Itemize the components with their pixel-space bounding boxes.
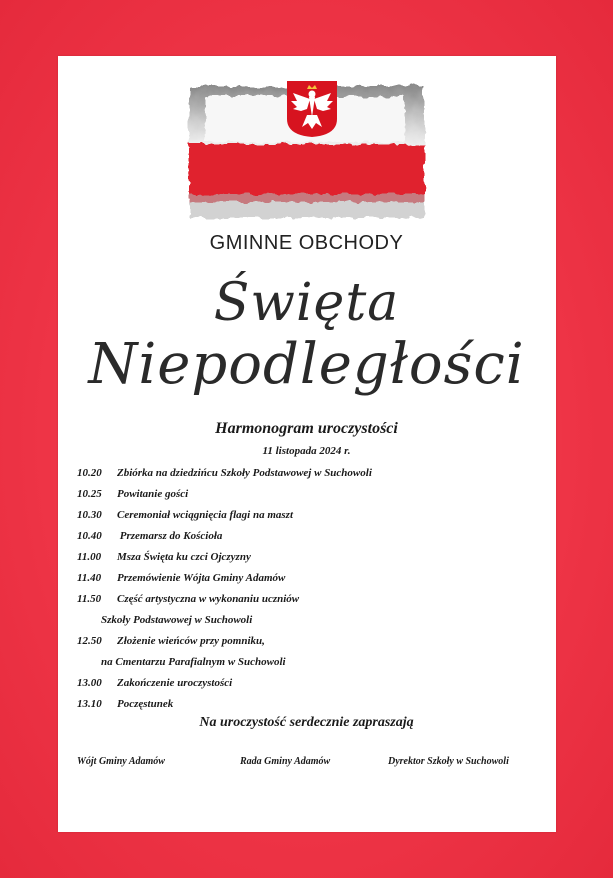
signature-director: Dyrektor Szkoły w Suchowoli bbox=[388, 756, 509, 767]
schedule-list bbox=[77, 463, 547, 715]
item-time: 12.50 bbox=[77, 635, 102, 647]
script-title-line2: Niepodległości bbox=[88, 332, 525, 397]
item-time: 10.40 bbox=[77, 530, 102, 542]
schedule-item bbox=[77, 694, 547, 715]
item-text: Powitanie gości bbox=[117, 488, 189, 500]
item-text: Zbiórka na dziedzińcu Szkoły Podstawowej w Suchowoli bbox=[117, 467, 372, 479]
item-time: 11.50 bbox=[77, 593, 102, 605]
schedule-date: 11 listopada 2024 r. bbox=[262, 445, 351, 457]
item-time: 11.40 bbox=[77, 572, 102, 584]
schedule-item bbox=[77, 463, 547, 484]
schedule-item bbox=[77, 547, 547, 568]
schedule-item-continuation bbox=[77, 652, 547, 673]
schedule-title: Harmonogram uroczystości bbox=[215, 420, 398, 437]
script-title-line1: Święta bbox=[213, 273, 400, 333]
signature-council: Rada Gminy Adamów bbox=[240, 756, 331, 767]
item-text: Poczęstunek bbox=[117, 698, 174, 710]
item-text: na Cmentarzu Parafialnym w Suchowoli bbox=[101, 656, 286, 668]
schedule-item bbox=[77, 526, 547, 547]
item-time: 11.00 bbox=[77, 551, 102, 563]
item-time: 10.30 bbox=[77, 509, 102, 521]
schedule-item bbox=[77, 505, 547, 526]
schedule-item bbox=[77, 484, 547, 505]
invitation-text: Na uroczystość serdecznie zapraszają bbox=[199, 715, 414, 730]
schedule-item bbox=[77, 631, 547, 652]
item-text: Przemarsz do Kościoła bbox=[117, 530, 223, 542]
item-text: Msza Święta ku czci Ojczyzny bbox=[117, 551, 251, 563]
item-time: 10.25 bbox=[77, 488, 102, 500]
item-text: Ceremoniał wciągnięcia flagi na maszt bbox=[117, 509, 294, 521]
item-text: Szkoły Podstawowej w Suchowoli bbox=[101, 614, 253, 626]
item-time: 13.00 bbox=[77, 677, 102, 689]
item-time: 10.20 bbox=[77, 467, 102, 479]
white-eagle-icon bbox=[285, 79, 339, 139]
signature-mayor: Wójt Gminy Adamów bbox=[77, 756, 165, 767]
schedule-item bbox=[77, 673, 547, 694]
item-text: Przemówienie Wójta Gminy Adamów bbox=[117, 572, 286, 584]
poster-subtitle: GMINNE OBCHODY bbox=[209, 232, 404, 254]
item-text: Złożenie wieńców przy pomniku, bbox=[117, 635, 265, 647]
item-time: 13.10 bbox=[77, 698, 102, 710]
item-text: Zakończenie uroczystości bbox=[117, 677, 233, 689]
schedule-item bbox=[77, 568, 547, 589]
schedule-item bbox=[77, 589, 547, 610]
schedule-item-continuation bbox=[77, 610, 547, 631]
item-text: Część artystyczna w wykonaniu uczniów bbox=[117, 593, 300, 605]
